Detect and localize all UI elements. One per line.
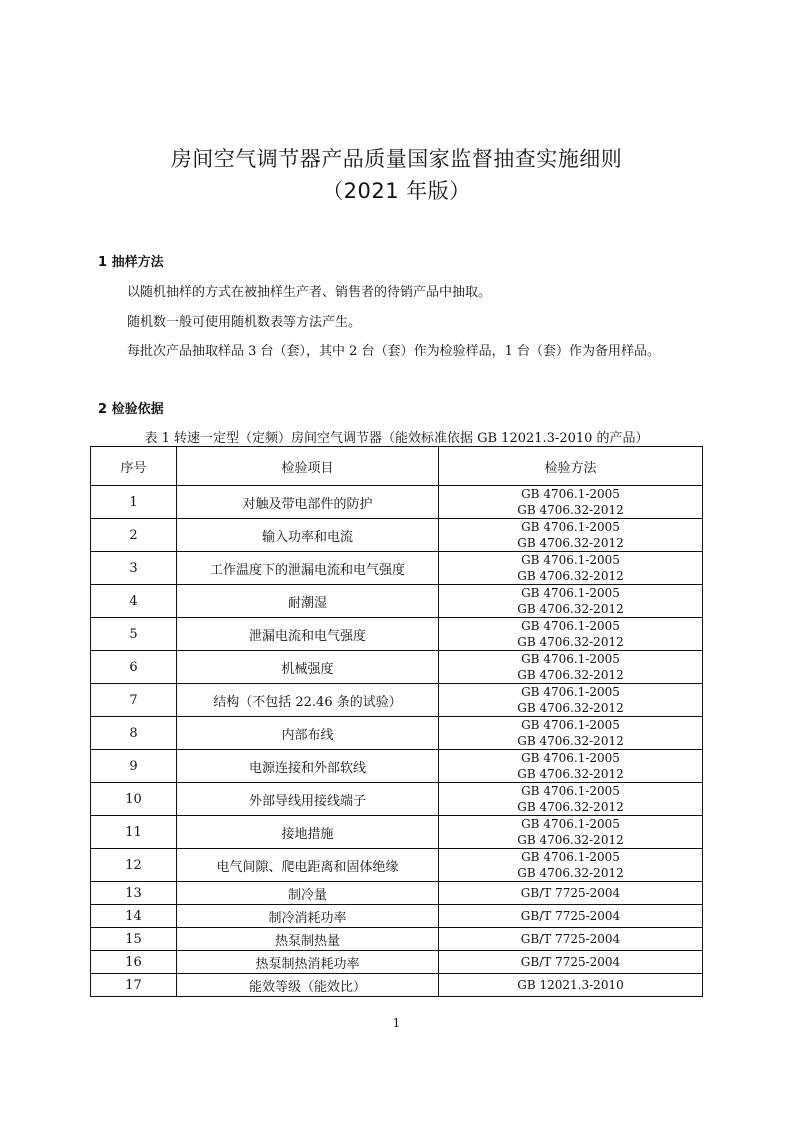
header-method: 检验方法 [439,447,703,486]
inspection-method [439,750,703,783]
standard-code: GB 4706.1-2005 [521,652,620,666]
row-number: 17 [91,974,177,997]
table-row [91,519,703,552]
inspection-method [439,618,703,651]
table-row [91,816,703,849]
standard-code: GB/T 7725-2004 [520,886,621,900]
standard-code: GB 12021.3-2010 [517,978,624,992]
standard-code: GB 4706.32-2012 [517,602,624,616]
standard-code: GB 4706.32-2012 [517,503,624,517]
table-row [91,585,703,618]
standard-code: GB/T 7725-2004 [520,955,621,969]
table-row [91,684,703,717]
inspection-method [439,974,703,997]
inspection-method [439,905,703,928]
inspection-item: 电源连接和外部软线 [177,750,439,783]
standard-code: GB 4706.32-2012 [517,800,624,814]
inspection-method [439,951,703,974]
standard-code: GB 4706.1-2005 [521,850,620,864]
row-number: 5 [91,618,177,651]
sampling-paragraph: 以随机抽样的方式在被抽样生产者、销售者的待销产品中抽取。 [127,285,492,300]
table-row [91,783,703,816]
standard-code: GB 4706.1-2005 [521,784,620,798]
inspection-table [90,446,703,997]
section-heading-sampling: 1 抽样方法 [98,255,164,270]
inspection-method [439,816,703,849]
row-number: 4 [91,585,177,618]
table-row [91,552,703,585]
inspection-item: 热泵制热量 [177,928,439,951]
table-row [91,618,703,651]
table-row [91,750,703,783]
standard-code: GB 4706.1-2005 [521,553,620,567]
standard-code: GB 4706.32-2012 [517,701,624,715]
standard-code: GB 4706.32-2012 [517,866,624,880]
inspection-item: 能效等级（能效比） [177,974,439,997]
sampling-paragraph: 每批次产品抽取样品 3 台（套），其中 2 台（套）作为检验样品，1 台（套）作为备用样品。 [127,344,660,359]
document-title: 房间空气调节器产品质量国家监督抽查实施细则 [170,147,623,171]
standard-code: GB 4706.1-2005 [521,718,620,732]
standard-code: GB/T 7725-2004 [520,932,621,946]
standard-code: GB 4706.32-2012 [517,767,624,781]
table-row [91,486,703,519]
inspection-item: 耐潮湿 [177,585,439,618]
standard-code: GB 4706.1-2005 [521,487,620,501]
row-number: 16 [91,951,177,974]
standard-code: GB 4706.32-2012 [517,569,624,583]
standard-code: GB 4706.32-2012 [517,668,624,682]
table-row [91,905,703,928]
table-row [91,951,703,974]
table-row [91,849,703,882]
standard-code: GB 4706.1-2005 [521,817,620,831]
inspection-method [439,928,703,951]
standard-code: GB 4706.32-2012 [517,536,624,550]
inspection-method [439,519,703,552]
inspection-method [439,849,703,882]
inspection-method [439,882,703,905]
row-number: 8 [91,717,177,750]
header-number: 序号 [91,447,177,486]
inspection-item: 制冷消耗功率 [177,905,439,928]
standard-code: GB 4706.32-2012 [517,833,624,847]
standard-code: GB 4706.1-2005 [521,586,620,600]
inspection-method [439,717,703,750]
inspection-item: 结构（不包括 22.46 条的试验） [177,684,439,717]
inspection-item: 内部布线 [177,717,439,750]
table-caption: 表 1 转速一定型（定频）房间空气调节器（能效标准依据 GB 12021.3-2010 的产品） [144,431,649,446]
inspection-item: 热泵制热消耗功率 [177,951,439,974]
table-row [91,974,703,997]
table-row [91,717,703,750]
inspection-item: 对触及带电部件的防护 [177,486,439,519]
standard-code: GB 4706.1-2005 [521,520,620,534]
row-number: 7 [91,684,177,717]
table-row [91,928,703,951]
document-subtitle-year: （2021 年版） [322,179,471,203]
inspection-item: 接地措施 [177,816,439,849]
inspection-item: 外部导线用接线端子 [177,783,439,816]
standard-code: GB 4706.1-2005 [521,619,620,633]
page-number: 1 [392,1016,401,1030]
row-number: 15 [91,928,177,951]
standard-code: GB/T 7725-2004 [520,909,621,923]
row-number: 14 [91,905,177,928]
inspection-method [439,651,703,684]
standard-code: GB 4706.32-2012 [517,635,624,649]
row-number: 9 [91,750,177,783]
inspection-method [439,684,703,717]
row-number: 1 [91,486,177,519]
row-number: 2 [91,519,177,552]
row-number: 10 [91,783,177,816]
row-number: 3 [91,552,177,585]
inspection-method [439,486,703,519]
row-number: 11 [91,816,177,849]
table-row [91,651,703,684]
row-number: 13 [91,882,177,905]
row-number: 6 [91,651,177,684]
inspection-item: 电气间隙、爬电距离和固体绝缘 [177,849,439,882]
inspection-item: 输入功率和电流 [177,519,439,552]
standard-code: GB 4706.1-2005 [521,751,620,765]
table-header-row [91,447,703,486]
sampling-paragraph: 随机数一般可使用随机数表等方法产生。 [127,315,362,330]
inspection-item: 工作温度下的泄漏电流和电气强度 [177,552,439,585]
inspection-method [439,552,703,585]
standard-code: GB 4706.32-2012 [517,734,624,748]
inspection-method [439,585,703,618]
row-number: 12 [91,849,177,882]
header-item: 检验项目 [177,447,439,486]
inspection-item: 机械强度 [177,651,439,684]
inspection-method [439,783,703,816]
table-body [91,486,703,997]
inspection-item: 泄漏电流和电气强度 [177,618,439,651]
standard-code: GB 4706.1-2005 [521,685,620,699]
table-row [91,882,703,905]
section-heading-basis: 2 检验依据 [98,402,164,417]
inspection-item: 制冷量 [177,882,439,905]
